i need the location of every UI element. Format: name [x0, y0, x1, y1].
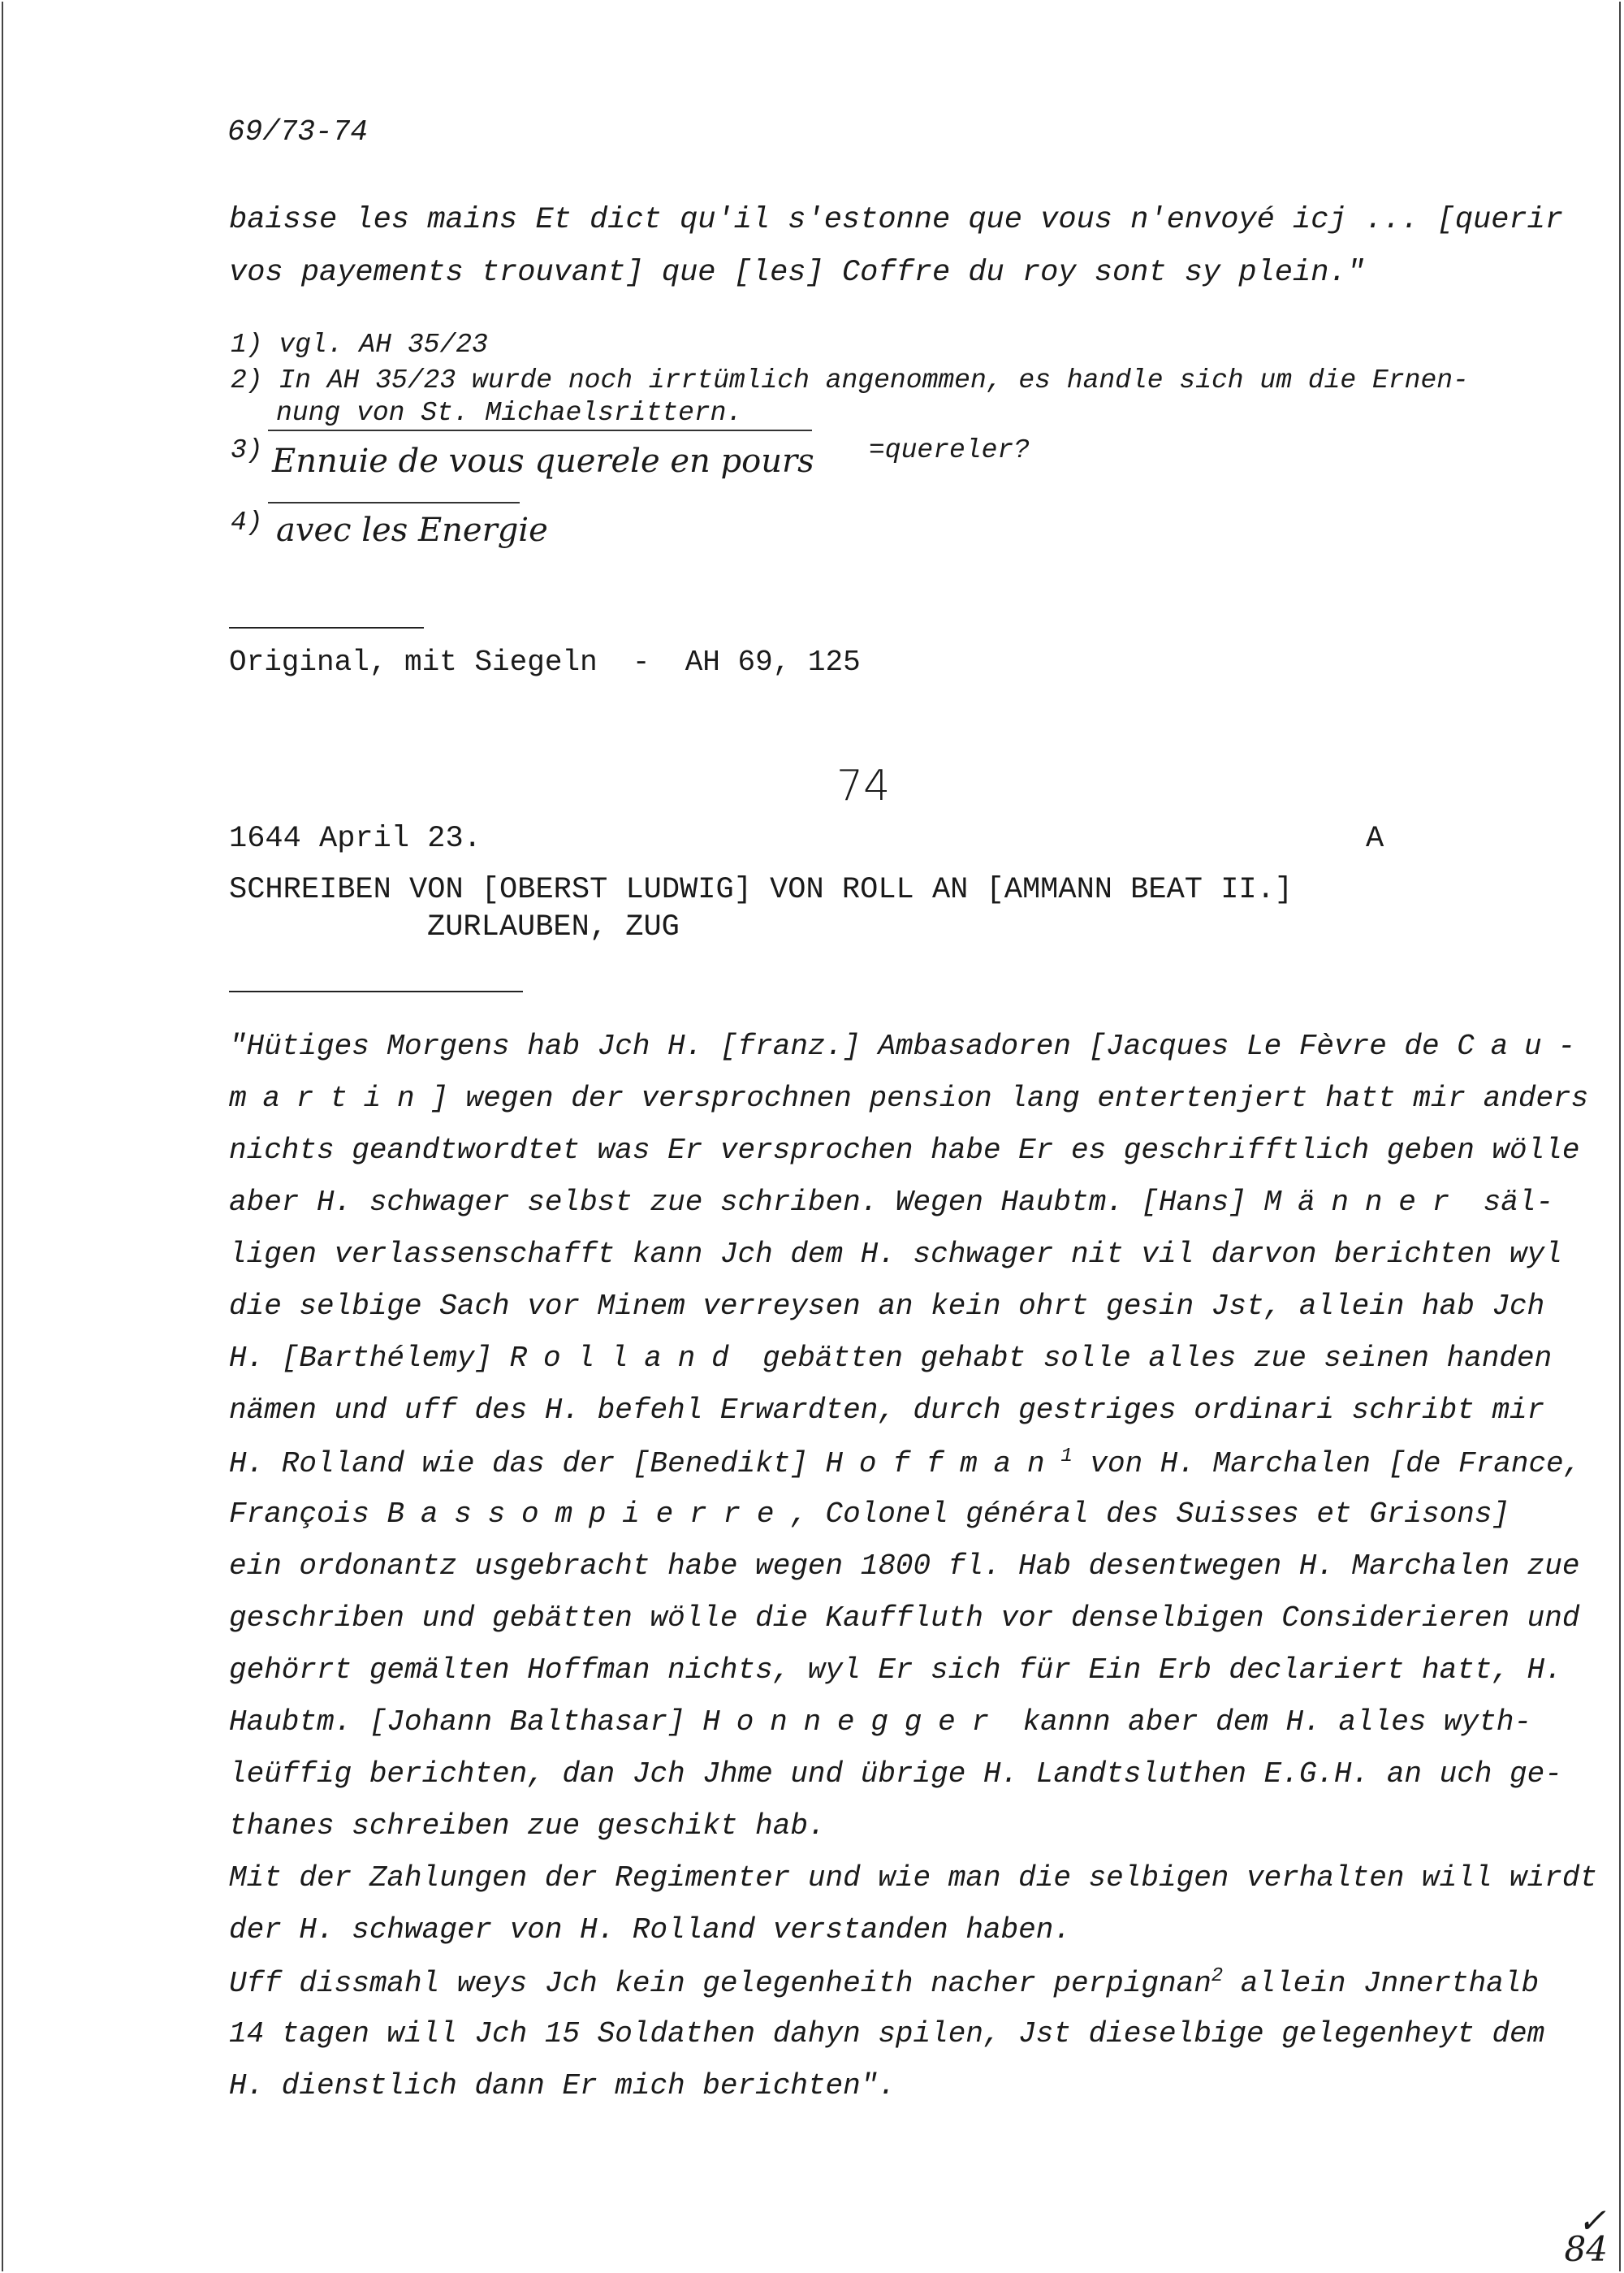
footnote-3-handwriting: Ennuie de vous querele en pours: [272, 443, 814, 480]
body-line: Haubtm. [Johann Balthasar] Honnegger kannn aber dem H. alles wyth-: [229, 1705, 1532, 1739]
body-line: H. Rolland wie das der [Benedikt] Hoffman$^1$ von H. Marchalen [de France,: [229, 1445, 1582, 1480]
body-line: der H. schwager von H. Rolland verstanden haben.: [229, 1913, 1071, 1947]
body-line: martin] wegen der versprochnen pension lang entertenjert hatt mir anders: [229, 1082, 1589, 1115]
footnote-4-underline: [268, 501, 528, 504]
body-line: die selbige Sach vor Minem verreysen an kein ohrt gesin Jst, allein hab Jch: [229, 1290, 1545, 1323]
body-line: aber H. schwager selbst zue schriben. Wegen Haubtm. [Hans] Männer säl-: [229, 1186, 1554, 1219]
body-line: nämen und uff des H. befehl Erwardten, durch gestriges ordinari schribt mir: [229, 1394, 1545, 1427]
body-line: gehörrt gemälten Hoffman nichts, wyl Er sich für Ein Erb declariert hatt, H.: [229, 1653, 1562, 1687]
footnote-4-handwriting: avec les Energie: [276, 512, 548, 549]
body-line: 14 tagen will Jch 15 Soldathen dahyn spilen, Jst dieselbige gelegenheyt dem: [229, 2017, 1545, 2050]
body-line: ligen verlassenschafft kann Jch dem H. schwager nit vil darvon berichten wyl: [229, 1238, 1562, 1271]
document-category: A: [1366, 822, 1384, 856]
body-line: H. dienstlich dann Er mich berichten".: [229, 2069, 896, 2102]
document-reference: 69/73-74: [227, 115, 368, 149]
body-line: leüffig berichten, dan Jch Jhme und übrige H. Landtsluthen E.G.H. an uch ge-: [229, 1757, 1562, 1791]
footnote-4-marker: 4): [231, 508, 263, 538]
body-line: "Hütiges Morgens hab Jch H. [franz.] Ambasadoren [Jacques Le Fèvre de Cau-: [229, 1030, 1592, 1063]
footnote-1: 1) vgl. AH 35/23: [231, 330, 488, 360]
quote-line: baisse les mains Et dict qu'il s'estonne que vous n'envoyé icj ... [querir: [229, 203, 1564, 237]
title-separator-rule: [229, 991, 523, 992]
document-number: 74: [836, 762, 891, 810]
source-note: Original, mit Siegeln - AH 69, 125: [229, 646, 861, 679]
document-date: 1644 April 23.: [229, 822, 482, 856]
body-line: H. [Barthélemy] Rolland gebätten gehabt solle alles zue seinen handen: [229, 1342, 1553, 1375]
footnote-2: 2) In AH 35/23 wurde noch irrtümlich angenommen, es handle sich um die Ernen-: [231, 365, 1469, 395]
document-title-continued: ZURLAUBEN, ZUG: [427, 910, 680, 944]
quote-line: vos payements trouvant] que [les] Coffre du roy sont sy plein.": [229, 256, 1365, 290]
body-line: thanes schreiben zue geschikt hab.: [229, 1809, 826, 1843]
margin-check-mark: ✓: [1577, 2201, 1606, 2241]
footnote-3-underline: [268, 429, 820, 432]
body-line: geschriben und gebätten wölle die Kauffluth vor denselbigen Considerieren und: [229, 1601, 1580, 1635]
footnote-2-continued: nung von St. Michaelsrittern.: [276, 398, 743, 428]
separator-rule: [229, 627, 424, 629]
footnote-3-marker: 3): [231, 435, 263, 465]
body-line: ein ordonantz usgebracht habe wegen 1800 fl. Hab desentwegen H. Marchalen zue: [229, 1549, 1580, 1583]
body-line: nichts geandtwordtet was Er versprochen habe Er es geschrifftlich geben wölle: [229, 1134, 1580, 1167]
footnote-3-note: =quereler?: [869, 435, 1030, 465]
body-line: Mit der Zahlungen der Regimenter und wie man die selbigen verhalten will wirdt: [229, 1861, 1598, 1895]
page-number: 84: [1564, 2229, 1608, 2269]
document-title: SCHREIBEN VON [OBERST LUDWIG] VON ROLL AN [AMMANN BEAT II.]: [229, 873, 1294, 907]
body-line: François Bassompierre, Colonel général des Suisses et Grisons]: [229, 1497, 1510, 1531]
body-line: Uff dissmahl weys Jch kein gelegenheith nacher perpignan$^2$ allein Jnnerthalb: [229, 1965, 1540, 2000]
